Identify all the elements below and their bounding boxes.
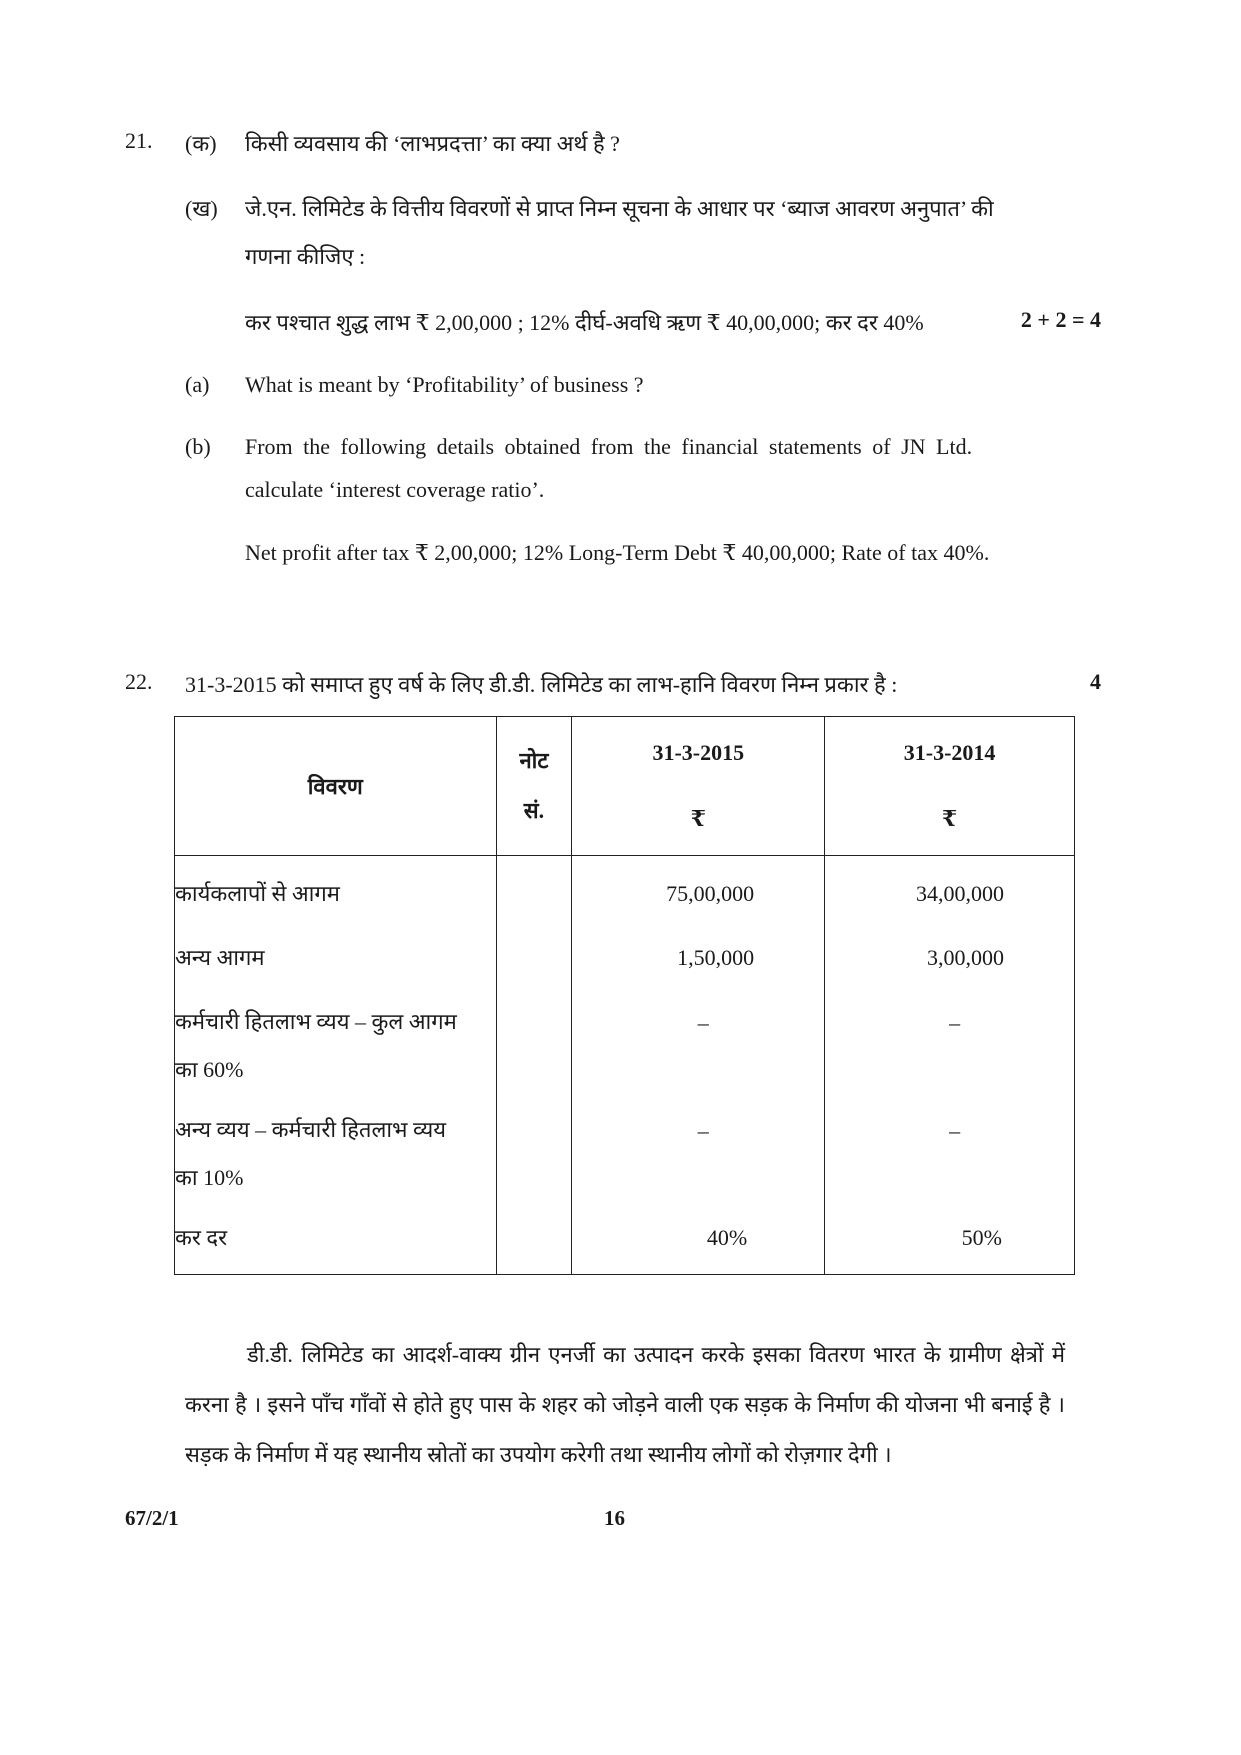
q21-hi-data: कर पश्चात शुद्ध लाभ ₹ 2,00,000 ; 12% दीर्घ-अवधि ऋण ₹ 40,00,000; कर दर 40% <box>245 310 924 335</box>
q21-hi-b-line1: जे.एन. लिमिटेड के वित्तीय विवरणों से प्राप्त निम्न सूचना के आधार पर ‘ब्याज आवरण अनुपात’ की <box>245 196 994 221</box>
header-note-line2: सं. <box>523 798 545 823</box>
header-particulars: विवरण <box>175 717 497 856</box>
row-value-2015: 40% <box>572 1202 825 1275</box>
header-2014-date: 31-3-2014 <box>903 740 996 765</box>
row-value-2014: 34,00,000 <box>825 856 1075 919</box>
q21-number: 21. <box>125 128 153 153</box>
row-note <box>496 1202 572 1275</box>
header-2015-date: 31-3-2015 <box>652 740 745 765</box>
q22-marks: 4 <box>1090 669 1101 694</box>
row-label: कार्यकलापों से आगम <box>175 856 497 919</box>
table-row <box>175 856 1075 919</box>
footer-code: 67/2/1 <box>125 1506 179 1530</box>
table-row <box>175 918 1075 982</box>
profit-loss-table <box>174 716 1075 1275</box>
row-label: अन्य आगम <box>175 918 497 982</box>
q21-marks: 2 + 2 = 4 <box>1020 307 1101 332</box>
row-note <box>496 982 572 1094</box>
q21-hi-a-label: (क) <box>185 131 217 156</box>
table-row <box>175 1094 1075 1202</box>
header-col-2015 <box>572 717 825 856</box>
header-2014-unit: ₹ <box>941 806 958 831</box>
q21-en-b-line2: calculate ‘interest coverage ratio’. <box>245 477 545 502</box>
table-row <box>175 982 1075 1094</box>
row-label <box>175 982 497 1094</box>
q21-hi-b-line2: गणना कीजिए : <box>245 244 366 269</box>
q22-intro: 31-3-2015 को समाप्त हुए वर्ष के लिए डी.डी. लिमिटेड का लाभ-हानि विवरण निम्न प्रकार है : <box>185 672 898 697</box>
q21-en-a-text: What is meant by ‘Profitability’ of business ? <box>245 372 644 397</box>
row-label-line2: का 10% <box>175 1165 244 1190</box>
q21-hi-a-text: किसी व्यवसाय की ‘लाभप्रदत्ता’ का क्या अर्थ है ? <box>245 131 620 156</box>
row-label: कर दर <box>175 1202 497 1275</box>
row-value-2015: 75,00,000 <box>572 856 825 919</box>
q21-en-b-line1: From the following details obtained from the financial statements of JN Ltd. <box>245 434 973 459</box>
q21-hi-b-label: (ख) <box>185 196 218 221</box>
table-header-row <box>175 717 1075 856</box>
header-col-2014 <box>825 717 1075 856</box>
row-value-2014: – <box>825 982 1075 1094</box>
row-value-2014: 3,00,000 <box>825 918 1075 982</box>
row-value-2014: 50% <box>825 1202 1075 1275</box>
q21-en-data: Net profit after tax ₹ 2,00,000; 12% Long-Term Debt ₹ 40,00,000; Rate of tax 40%. <box>245 540 990 565</box>
header-note <box>496 717 572 856</box>
row-value-2015: 1,50,000 <box>572 918 825 982</box>
row-value-2015: – <box>572 1094 825 1202</box>
q22-paragraph: डी.डी. लिमिटेड का आदर्श-वाक्य ग्रीन एनर्जी का उत्पादन करके इसका वितरण भारत के ग्रामीण क्षेत्रों में करना है । इसने पाँच गाँवों से होते हुए पास के शहर को जोड़ने वाली एक सड़क के निर्माण की योजना भी बनाई है । सड़क के निर्माण में यह स्थानीय स्रोतों का उपयोग करेगी तथा स्थानीय लोगों को रोज़गार देगी । <box>185 1342 1065 1467</box>
q22-number: 22. <box>125 669 153 694</box>
q21-en-b-label: (b) <box>185 434 211 459</box>
row-label-line1: कर्मचारी हितलाभ व्यय – कुल आगम <box>175 1009 457 1034</box>
row-label-line2: का 60% <box>175 1057 244 1082</box>
row-label-line1: अन्य व्यय – कर्मचारी हितलाभ व्यय <box>175 1117 447 1142</box>
row-note <box>496 918 572 982</box>
row-label <box>175 1094 497 1202</box>
row-note <box>496 856 572 919</box>
header-note-line1: नोट <box>519 748 549 773</box>
page-number: 16 <box>604 1506 625 1530</box>
table-row <box>175 1202 1075 1275</box>
row-value-2014: – <box>825 1094 1075 1202</box>
row-note <box>496 1094 572 1202</box>
row-value-2015: – <box>572 982 825 1094</box>
q21-en-a-label: (a) <box>185 372 210 397</box>
header-2015-unit: ₹ <box>690 806 706 831</box>
